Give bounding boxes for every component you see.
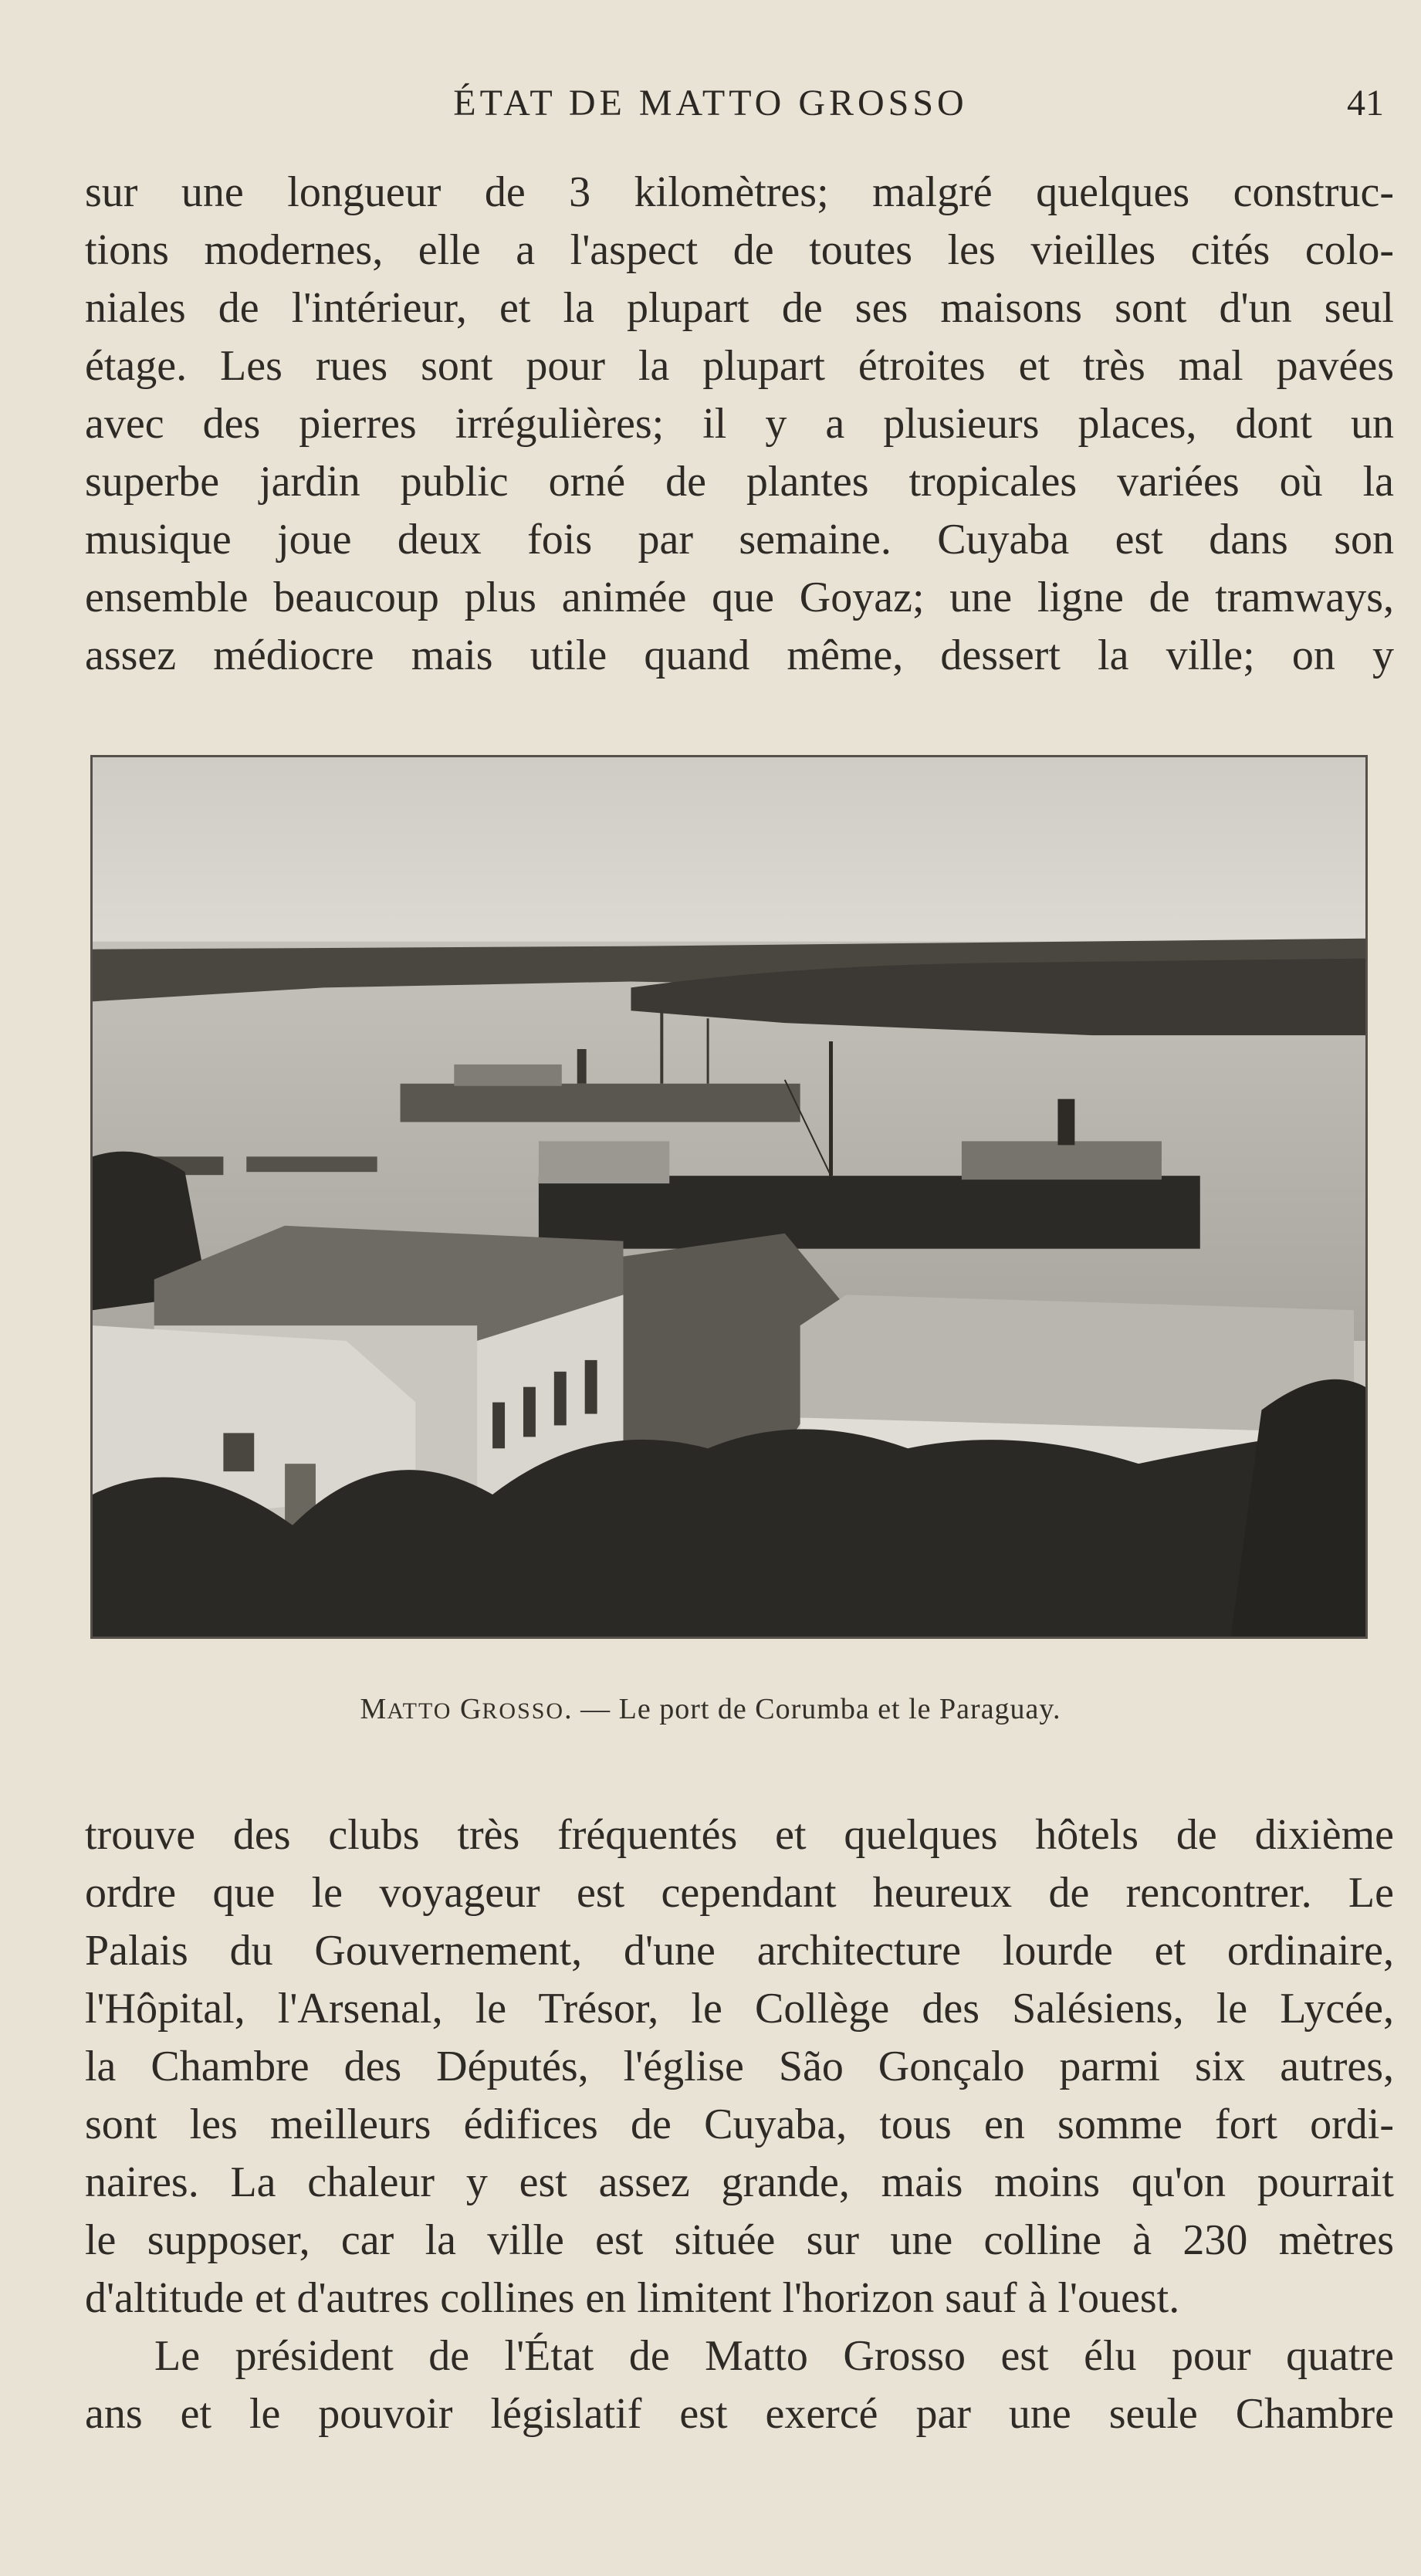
paragraph-bottom — [85, 1806, 1394, 2443]
photo-illustration — [93, 757, 1365, 1637]
text-line: naires. La chaleur y est assez grande, mais moins qu'on pourrait — [85, 2158, 1394, 2206]
text-line: ensemble beaucoup plus animée que Goyaz; une ligne de tramways, — [85, 574, 1394, 621]
text-line: la Chambre des Députés, l'église São Gonçalo parmi six autres, — [85, 2043, 1394, 2090]
text-line: trouve des clubs très fréquentés et quelques hôtels de dixième — [85, 1811, 1394, 1859]
running-title: ÉTAT DE MATTO GROSSO — [453, 83, 968, 124]
text-line: avec des pierres irrégulières; il y a plusieurs places, dont un — [85, 400, 1394, 448]
text-line: musique joue deux fois par semaine. Cuyaba est dans son — [85, 516, 1394, 564]
caption-smallcaps: ROSSO — [482, 1698, 565, 1724]
text-line: ans et le pouvoir législatif est exercé par une seule Chambre — [85, 2390, 1394, 2438]
caption-text: . — Le port de Corumba et le Paraguay. — [564, 1693, 1061, 1725]
text-line: ordre que le voyageur est cependant heureux de rencontrer. Le — [85, 1869, 1394, 1917]
text-line: tions modernes, elle a l'aspect de toutes les vieilles cités colo- — [85, 226, 1394, 274]
text-line: assez médiocre mais utile quand même, dessert la ville; on y — [85, 631, 1394, 679]
page-number: 41 — [1347, 83, 1384, 124]
caption-initial: M — [360, 1693, 387, 1725]
text-line: le supposer, car la ville est située sur une colline à 230 mètres — [85, 2216, 1394, 2264]
text-line: sont les meilleurs édifices de Cuyaba, tous en somme fort ordi- — [85, 2100, 1394, 2148]
text-line: Palais du Gouvernement, d'une architecture lourde et ordinaire, — [85, 1927, 1394, 1975]
text-line: Le président de l'État de Matto Grosso est élu pour quatre — [154, 2332, 1394, 2380]
running-head — [0, 82, 1421, 136]
caption-initial: G — [452, 1693, 482, 1725]
text-line: niales de l'intérieur, et la plupart de ses maisons sont d'un seul — [85, 284, 1394, 332]
text-line: superbe jardin public orné de plantes tropicales variées où la — [85, 458, 1394, 506]
paragraph-top — [85, 164, 1394, 685]
text-line: l'Hôpital, l'Arsenal, le Trésor, le Collège des Salésiens, le Lycée, — [85, 1985, 1394, 2033]
figure-caption — [0, 1692, 1421, 1726]
text-line: sur une longueur de 3 kilomètres; malgré quelques construc- — [85, 168, 1394, 216]
caption-smallcaps: ATTO — [387, 1698, 452, 1724]
text-line: étage. Les rues sont pour la plupart étroites et très mal pavées — [85, 342, 1394, 390]
photograph-port-corumba — [90, 755, 1368, 1639]
text-line: d'altitude et d'autres collines en limitent l'horizon sauf à l'ouest. — [85, 2274, 1180, 2322]
